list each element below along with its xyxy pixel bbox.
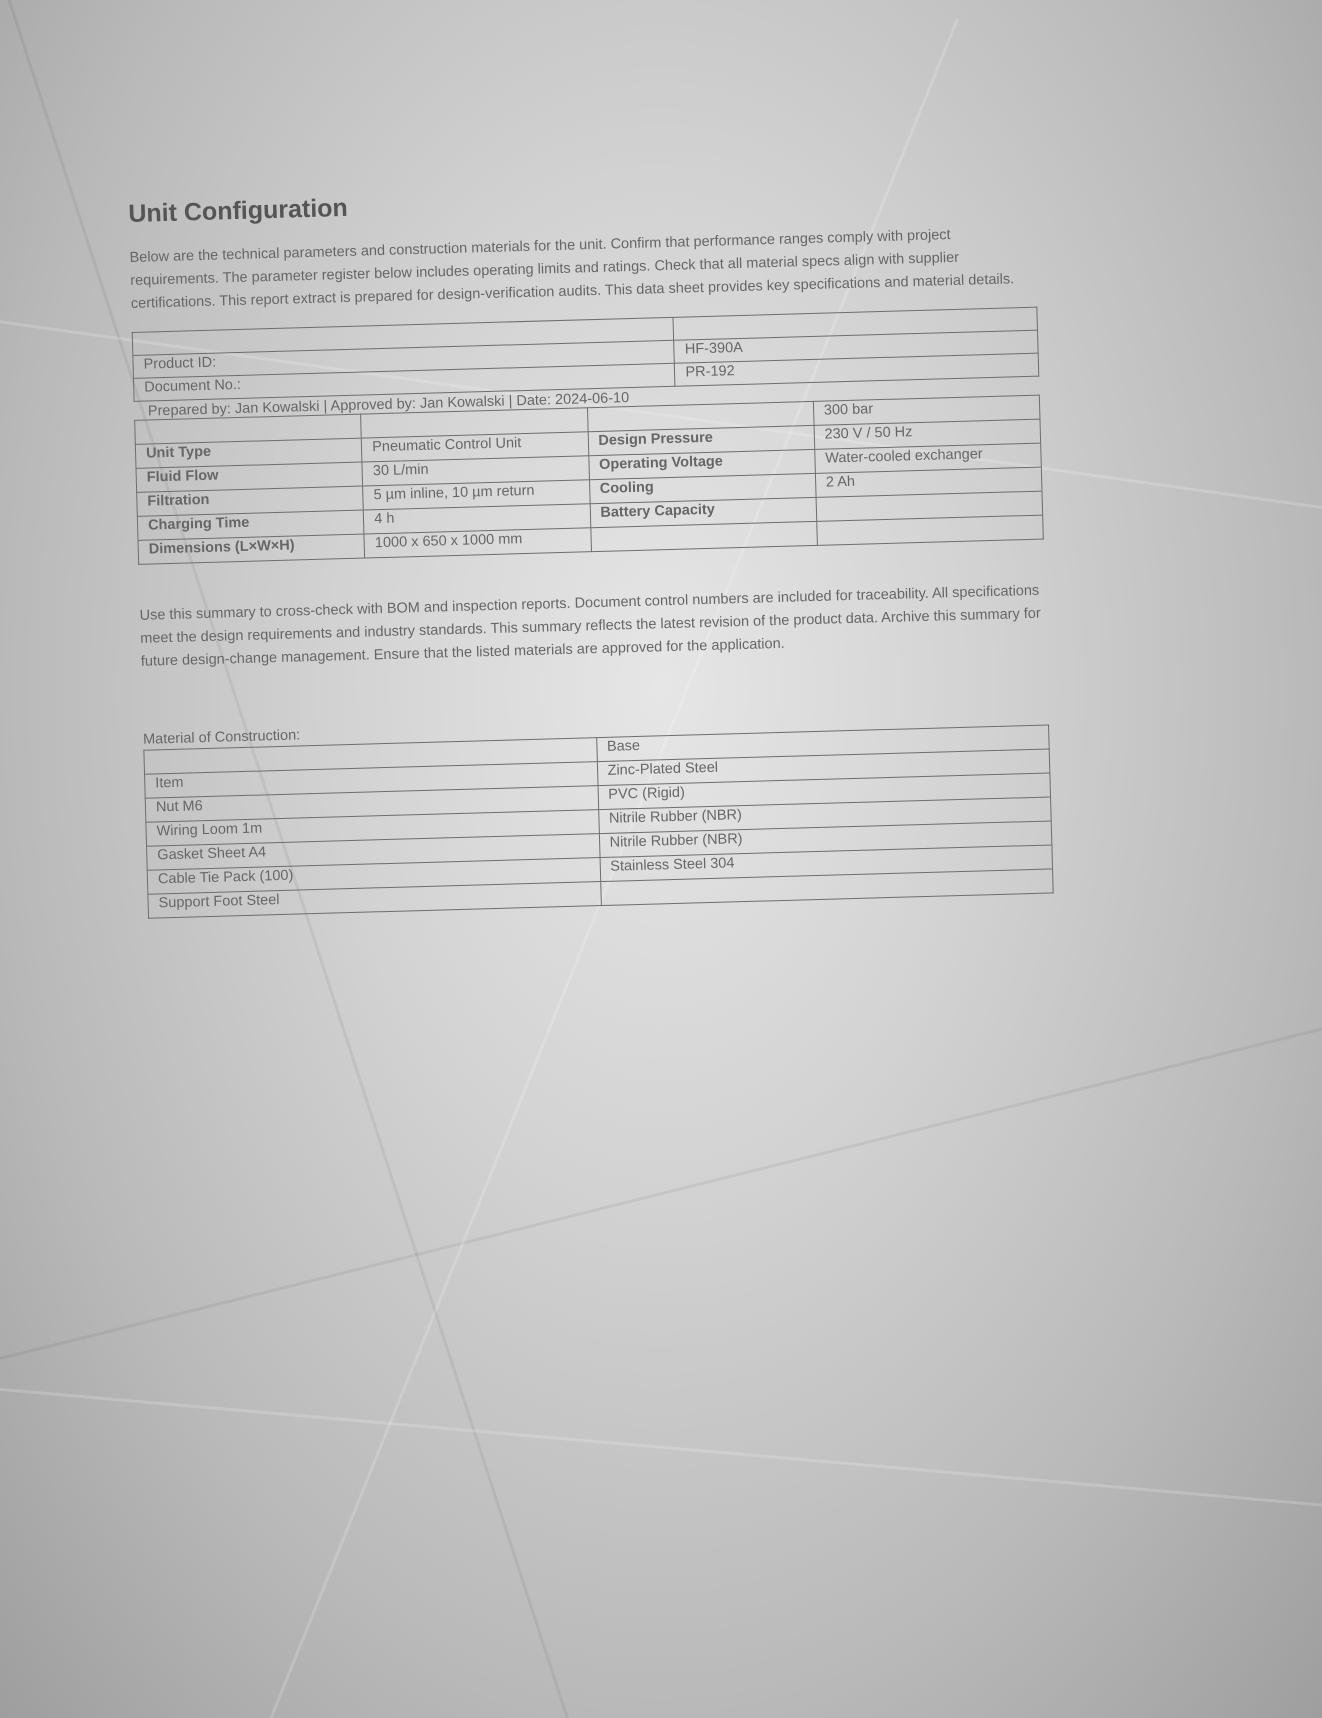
material-base: Nitrile Rubber (NBR) (599, 821, 1052, 858)
spec-label: Operating Voltage (588, 449, 815, 479)
material-item: Item (145, 762, 598, 799)
spec-label: Filtration (137, 486, 364, 516)
spec-value: Pneumatic Control Unit (361, 432, 588, 462)
spec-label: Battery Capacity (590, 497, 817, 527)
material-base: Zinc-Plated Steel (597, 749, 1050, 786)
spec-label: Design Pressure (588, 425, 815, 455)
material-base: PVC (Rigid) (598, 773, 1051, 810)
spec-value: Water-cooled exchanger (814, 443, 1041, 473)
material-item: Cable Tie Pack (100) (147, 858, 600, 895)
spec-value: 4 h (363, 504, 590, 534)
spec-label: Cooling (589, 473, 816, 503)
materials-title: Material of Construction: (142, 727, 301, 748)
spec-value: 1000 x 650 x 1000 mm (364, 528, 591, 558)
spec-value: 2 Ah (815, 467, 1042, 497)
material-base: Stainless Steel 304 (600, 845, 1053, 882)
spec-value: 5 µm inline, 10 µm return (363, 480, 590, 510)
spec-label: Charging Time (137, 510, 364, 540)
summary-paragraph: Use this summary to cross-check with BOM and inspection reports. Document control numbers are included for traceability. All specifications meet the design requirements and industry standards. This summary reflects the latest revision of the product data. Archive this summary for future design-change management. Ensure that the listed materials are approved for the application. (139, 582, 1041, 670)
spec-label: Dimensions (L×W×H) (138, 534, 365, 564)
spec-table (134, 395, 1044, 565)
spec-label: Unit Type (135, 438, 362, 468)
materials-table (143, 724, 1053, 918)
spec-value (816, 515, 1043, 545)
spec-label: Fluid Flow (136, 462, 363, 492)
meta-value: PR-192 (675, 353, 1039, 386)
material-item: Support Foot Steel (148, 882, 601, 919)
intro-paragraph: Below are the technical parameters and construction materials for the unit. Confirm that performance ranges comply with project requirements. The parameter register below includes operating limits and ratings. Check that all material specs align with supplier certifications. This report extract is prepared for design-verification audits. This data sheet provides key specifications and material details. (129, 227, 1015, 312)
spec-label (590, 521, 817, 551)
spec-value: 30 L/min (362, 456, 589, 486)
material-item: Nut M6 (145, 786, 598, 823)
meta-label: Document No.: (133, 363, 675, 401)
spec-value: 230 V / 50 Hz (814, 419, 1041, 449)
meta-value: HF-390A (674, 330, 1038, 363)
page-title: Unit Configuration (128, 193, 349, 228)
material-item: Gasket Sheet A4 (147, 834, 600, 871)
meta-label: Product ID: (133, 340, 675, 378)
material-item: Wiring Loom 1m (146, 810, 599, 847)
prepared-by-line: Prepared by: Jan Kowalski | Approved by: Jan Kowalski | Date: 2024-06-10 (147, 390, 630, 420)
spec-value: 300 bar (813, 395, 1040, 425)
material-base: Base (596, 725, 1049, 762)
document-content (128, 175, 1058, 919)
material-base: Nitrile Rubber (NBR) (598, 797, 1051, 834)
